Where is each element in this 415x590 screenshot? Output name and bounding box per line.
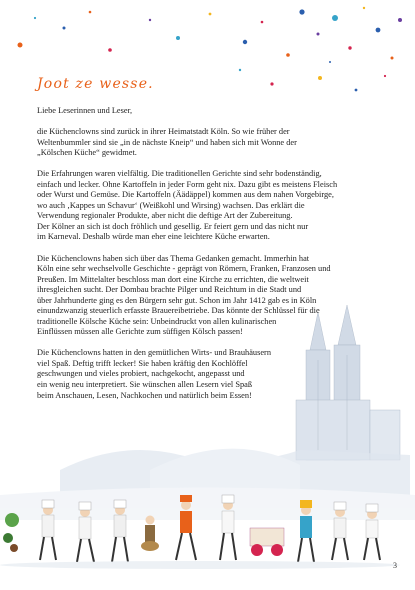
clown-figure (250, 528, 284, 556)
text-line: über Jahrhunderte ging es den Bürgern sehr gut. Schon im Jahr 1412 gab es in Köln (37, 295, 317, 305)
paragraph-4 (37, 348, 382, 401)
text-line: „Kölschen Küche“ gewidmet. (37, 148, 137, 158)
paragraph-3 (37, 254, 382, 338)
clown-figure (3, 513, 19, 552)
text-line: einundzwanzig steuerlich erfasste Brauereibetriebe. Das könnte der Schlüssel für die (37, 306, 320, 316)
text-line: Verwendung regionaler Produkte, aber nicht die deftige Art der Zubereitung. (37, 211, 293, 221)
page-heading: Joot ze wesse. (37, 76, 154, 92)
text-line: wo auch ‚Kappes un Schavur‘ (Weißkohl und Wirsing) wachsen. Das erklärt die (37, 200, 305, 210)
text-line: einfach und lecker. Ohne Kartoffeln in jeder Form geht nix. Dazu gibt es meistens Fleisch (37, 179, 338, 189)
text-line: beim Anschauen, Lesen, Nachkochen und natürlich beim Essen! (37, 390, 252, 400)
text-line: Der Kölner an sich ist doch fröhlich und gesellig. Er feiert gern und das nicht nur (37, 221, 309, 231)
text-line: viel Spaß. Deftig trifft lecker! Sie haben kräftig den Kochlöffel (37, 358, 248, 368)
text-line: Die Erfahrungen waren vielfältig. Die traditionellen Gerichte sind sehr bodenständig, (37, 169, 322, 179)
text-line: traditionelle Kölsche Küche sein: Unbeindruckt von allen kulinarischen (37, 316, 277, 326)
paragraph-1 (37, 127, 382, 159)
page-number: 3 (393, 561, 397, 570)
text-line: ihresgleichen sucht. Der Dombau brachte Pilger und Reichtum in die Stadt und (37, 285, 302, 295)
text-line: Weltenbummler sind sie „in de nächste Kneip“ und haben sich mit Wonne der (37, 137, 297, 147)
text-line: Einflüssen müssen alle Gerichte zum süffigen Kölsch passen! (37, 327, 243, 337)
text-line: Köln eine sehr wechselvolle Geschichte - geprägt von Römern, Franken, Franzosen und (37, 264, 331, 274)
text-line: Preußen. Im Mittelalter beschloss man dort eine Kirche zu errichten, die weltweit (37, 274, 309, 284)
text-line: ein wenig neu interpretiert. Sie wünschen allen Lesern viel Spaß (37, 380, 253, 390)
paragraph-2 (37, 169, 382, 243)
text-line: Die Küchenclowns haben sich über das Thema Gedanken gemacht. Immerhin hat (37, 253, 310, 263)
greeting: Liebe Leserinnen und Leser, (37, 106, 133, 115)
text-line: geschwungen und vieles probiert, nachgekocht, angepasst und (37, 369, 245, 379)
body-text (37, 106, 382, 412)
text-line: die Küchenclowns sind zurück in ihrer Heimatstadt Köln. So wie früher der (37, 127, 290, 137)
text-line: im Karneval. Deshalb würde man eher eine leichtere Küche erwarten. (37, 232, 270, 242)
text-line: oder Wurst und Gemüse. Die Kartoffeln (Äädäppel) kommen aus dem nahen Vorgebirge, (37, 190, 334, 200)
text-line: Die Küchenclowns hatten in den gemütlichen Wirts- und Brauhäusern (37, 348, 271, 358)
city-skyline (0, 449, 415, 520)
clown-figure (141, 516, 159, 552)
